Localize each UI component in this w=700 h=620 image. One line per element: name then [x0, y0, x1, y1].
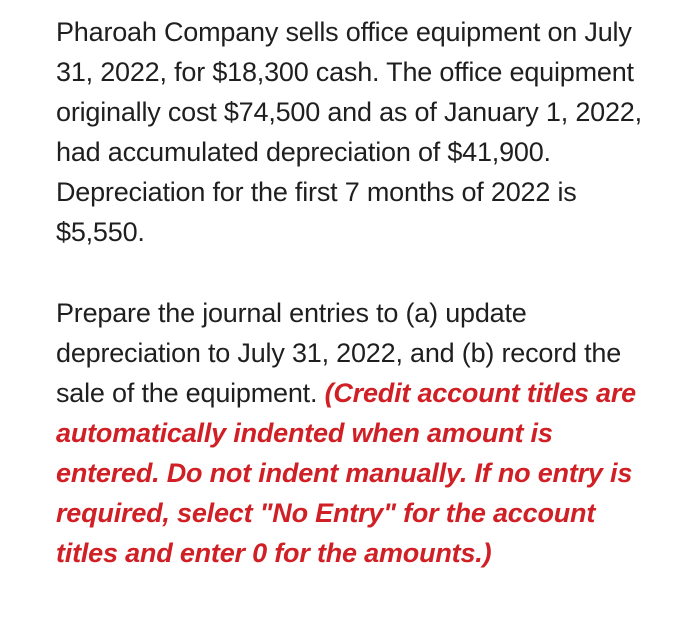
problem-statement: [56, 12, 656, 252]
problem-text: Pharoah Company sells office equipment on July 31, 2022, for $18,300 cash. The office equipment originally cost $74,500 and as of January 1, 2022, had accumulated depreciation of $41,900. Depreciation for the first 7 months of 2022 is $5,550.: [56, 17, 642, 247]
instruction-note: (Credit account titles are automatically indented when amount is entered. Do not indent manually. If no entry is required, select "No Entry" for the account titles and enter 0 for the amounts.): [56, 378, 636, 568]
instruction-text: Prepare the journal entries to (a) update depreciation to July 31, 2022, and (b) record the sale of the equipment.: [56, 298, 622, 408]
instruction-paragraph: [56, 293, 656, 573]
